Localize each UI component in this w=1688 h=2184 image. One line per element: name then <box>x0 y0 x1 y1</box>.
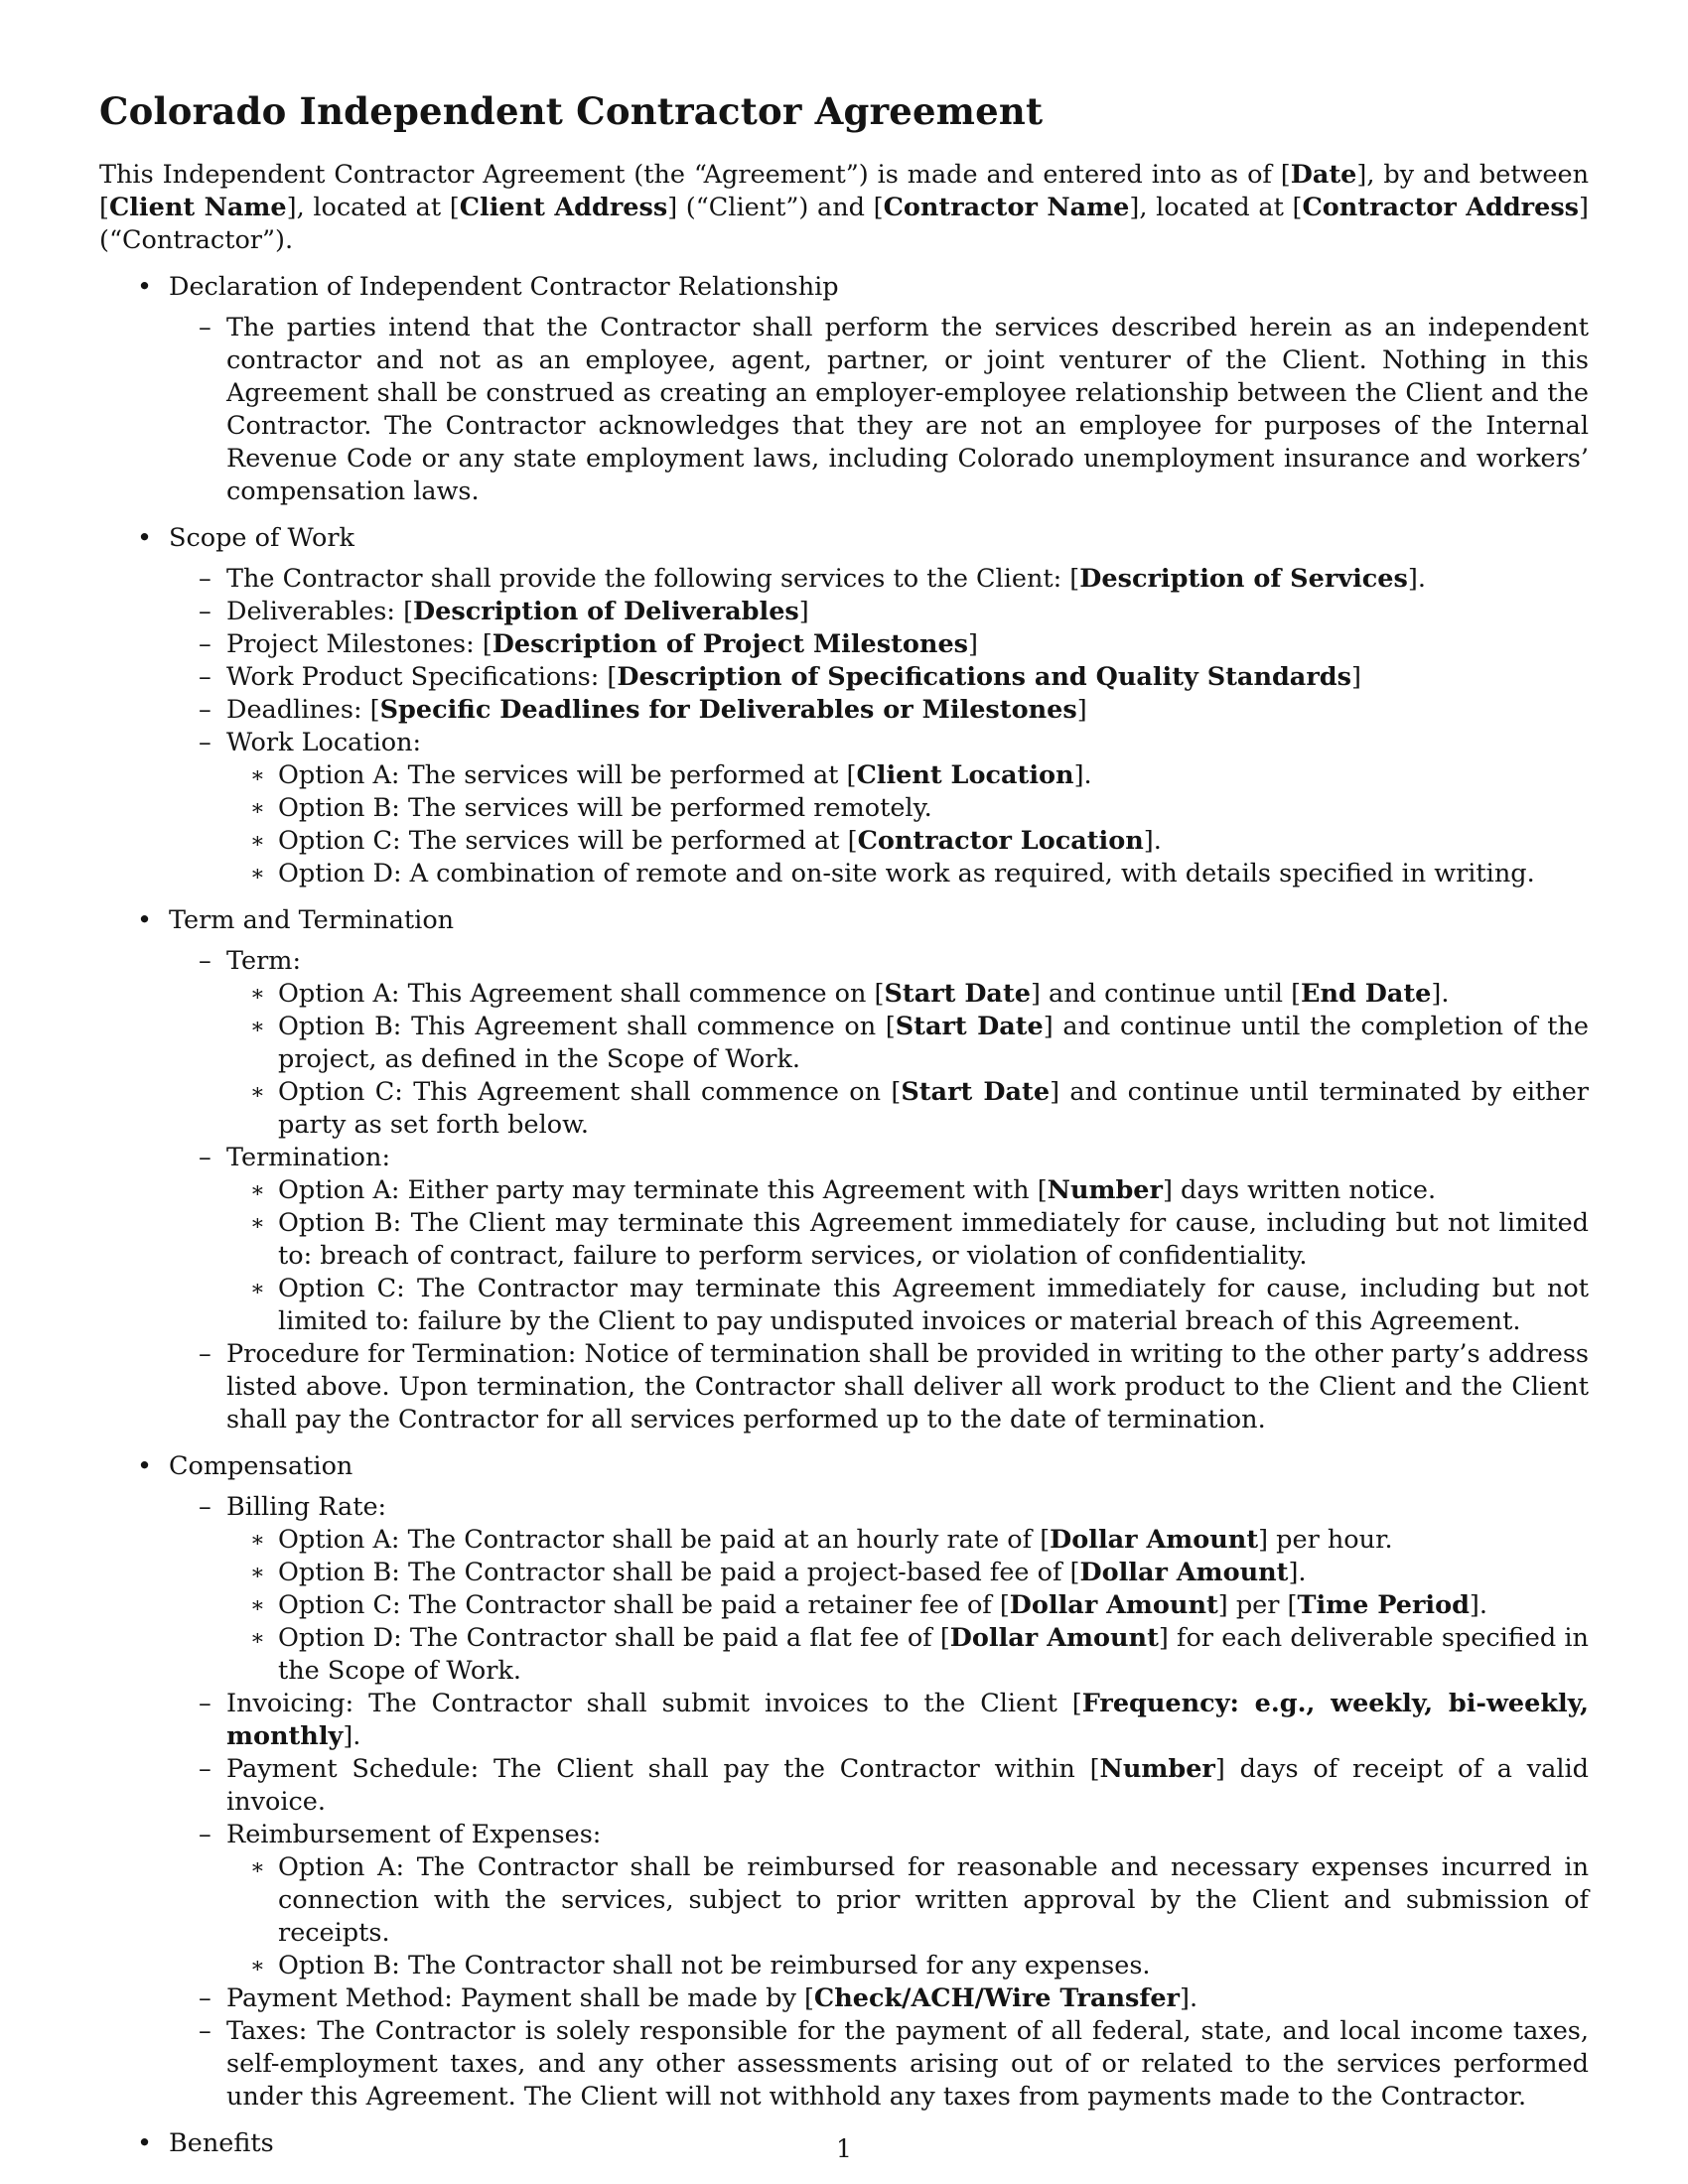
option-item <box>226 792 1589 825</box>
list-item <box>169 563 1589 596</box>
intro-text: ], located at [ <box>286 193 460 222</box>
item-text: Option A: This Agreement shall commence on [ <box>278 979 885 1009</box>
placeholder-text: Description of Specifications and Quality Standards <box>617 662 1351 692</box>
dash-marker: – <box>199 313 211 342</box>
placeholder-text: Number <box>1099 1754 1215 1784</box>
dash-marker: – <box>199 728 211 757</box>
dash-marker: – <box>199 597 211 626</box>
item-text: Option C: This Agreement shall commence on [ <box>278 1077 902 1107</box>
star-marker: ∗ <box>250 862 265 887</box>
option-item <box>226 1207 1589 1273</box>
placeholder-date: Date <box>1290 160 1357 190</box>
item-text: Option B: The Client may terminate this Agreement immediately for cause, including but not limited to: breach of contract, failure to perform services, or violation of confidentiality. <box>278 1208 1589 1271</box>
item-text: ]. <box>1180 1983 1198 2013</box>
section-heading: Declaration of Independent Contractor Relationship <box>169 272 839 302</box>
bullet-marker: • <box>137 905 153 935</box>
star-marker: ∗ <box>250 1528 265 1553</box>
item-text: Option D: The Contractor shall be paid a flat fee of [ <box>278 1623 950 1653</box>
item-text: ]. <box>1407 564 1426 594</box>
subsection-list <box>169 945 1589 1436</box>
star-marker: ∗ <box>250 1277 265 1301</box>
list-item <box>169 694 1589 727</box>
option-item <box>226 1076 1589 1142</box>
list-item <box>169 727 1589 890</box>
item-text: ] <box>968 629 978 659</box>
star-marker: ∗ <box>250 1015 265 1039</box>
list-item <box>169 312 1589 508</box>
item-text: ]. <box>1073 760 1092 790</box>
star-marker: ∗ <box>250 1954 265 1979</box>
item-text: Option C: The Contractor shall be paid a retainer fee of [ <box>278 1590 1010 1620</box>
intro-text: ] (“Contractor”). <box>99 193 1589 255</box>
item-text: Option C: The Contractor may terminate this Agreement immediately for cause, including but not limited to: failure by the Client to pay undisputed invoices or material breach of this Agreement. <box>278 1274 1589 1336</box>
dash-marker: – <box>199 662 211 692</box>
item-text: Option B: The Contractor shall be paid a project-based fee of [ <box>278 1558 1080 1587</box>
intro-paragraph <box>99 159 1589 257</box>
section-independent-contractor <box>99 271 1589 508</box>
list-item <box>169 1753 1589 1819</box>
bullet-marker: • <box>137 272 153 302</box>
item-text: ] and continue until the completion of the project, as defined in the Scope of Work. <box>278 1012 1589 1074</box>
item-text: ] and continue until [ <box>1030 979 1302 1009</box>
item-text: Option A: The services will be performed at [ <box>278 760 857 790</box>
list-item <box>169 1688 1589 1753</box>
item-text: ] days of receipt of a valid invoice. <box>226 1754 1589 1817</box>
item-text: Taxes: The Contractor is solely responsible for the payment of all federal, state, and local income taxes, self-employment taxes, and any other assessments arising out of or related to the services performed under this Agreement. The Client will not withhold any taxes from payments made to the Contractor. <box>226 2016 1589 2112</box>
dash-marker: – <box>199 1689 211 1718</box>
list-item <box>169 596 1589 628</box>
item-text: ]. <box>1469 1590 1487 1620</box>
placeholder-text: Description of Project Milestones <box>492 629 969 659</box>
section-heading: Term and Termination <box>169 905 455 935</box>
dash-marker: – <box>199 1754 211 1784</box>
placeholder-text: Check/ACH/Wire Transfer <box>813 1983 1180 2013</box>
dash-marker: – <box>199 1339 211 1369</box>
item-text: Option A: The Contractor shall be reimbursed for reasonable and necessary expenses incurred in connection with the services, subject to prior written approval by the Client and submission of receipts. <box>278 1852 1589 1948</box>
option-item <box>226 1622 1589 1688</box>
item-text: ] <box>1076 695 1087 725</box>
item-text: Option A: Either party may terminate this Agreement with [ <box>278 1175 1048 1205</box>
star-marker: ∗ <box>250 1593 265 1618</box>
option-item <box>226 825 1589 858</box>
placeholder-text: Start Date <box>884 979 1031 1009</box>
list-item <box>169 1819 1589 1982</box>
item-text: ] for each deliverable specified in the Scope of Work. <box>278 1623 1589 1686</box>
bullet-marker: • <box>137 523 153 553</box>
item-text: Invoicing: The Contractor shall submit invoices to the Client [ <box>226 1689 1082 1718</box>
section-heading: Scope of Work <box>169 523 354 553</box>
item-text: ] per [ <box>1217 1590 1298 1620</box>
dash-marker: – <box>199 1983 211 2013</box>
placeholder-contractor-address: Contractor Address <box>1302 193 1580 222</box>
item-text: Termination: <box>226 1143 391 1172</box>
star-marker: ∗ <box>250 829 265 854</box>
item-text: Billing Rate: <box>226 1492 387 1522</box>
option-item <box>226 1589 1589 1622</box>
list-item <box>169 2015 1589 2114</box>
placeholder-text: Start Date <box>901 1077 1051 1107</box>
item-text: ] per hour. <box>1258 1525 1393 1555</box>
list-item <box>169 1338 1589 1436</box>
option-list <box>226 759 1589 890</box>
bullet-marker: • <box>137 2128 153 2158</box>
placeholder-text: Frequency: e.g., weekly, bi-weekly, monthly <box>226 1689 1589 1751</box>
option-item <box>226 858 1589 890</box>
option-list <box>226 978 1589 1142</box>
item-text: ]. <box>343 1721 361 1751</box>
item-text: The Contractor shall provide the following services to the Client: [ <box>226 564 1080 594</box>
star-marker: ∗ <box>250 1211 265 1236</box>
item-text: ] and continue until terminated by either party as set forth below. <box>278 1077 1589 1140</box>
star-marker: ∗ <box>250 982 265 1007</box>
subsection-list <box>169 312 1589 508</box>
document-page <box>99 85 1589 2174</box>
option-item <box>226 1524 1589 1557</box>
section-list <box>99 271 1589 2160</box>
dash-marker: – <box>199 1820 211 1849</box>
star-marker: ∗ <box>250 1561 265 1585</box>
intro-text: This Independent Contractor Agreement (the “Agreement”) is made and entered into as of [ <box>99 160 1291 190</box>
option-item <box>226 1950 1589 1982</box>
item-text: Work Location: <box>226 728 422 757</box>
option-item <box>226 759 1589 792</box>
list-item <box>169 1142 1589 1338</box>
placeholder-text: Start Date <box>895 1012 1044 1041</box>
intro-text: ], by and between [ <box>99 160 1589 222</box>
placeholder-text: End Date <box>1301 979 1432 1009</box>
section-heading: Compensation <box>169 1451 353 1481</box>
dash-marker: – <box>199 695 211 725</box>
placeholder-text: Time Period <box>1297 1590 1470 1620</box>
placeholder-text: Dollar Amount <box>1050 1525 1259 1555</box>
placeholder-text: Dollar Amount <box>1079 1558 1289 1587</box>
item-text: Option D: A combination of remote and on-site work as required, with details specified in writing. <box>278 859 1535 888</box>
star-marker: ∗ <box>250 1080 265 1105</box>
option-item <box>226 978 1589 1011</box>
placeholder-client-address: Client Address <box>459 193 668 222</box>
item-text: ] days written notice. <box>1162 1175 1437 1205</box>
item-text: Work Product Specifications: [ <box>226 662 618 692</box>
section-scope-of-work <box>99 522 1589 890</box>
star-marker: ∗ <box>250 1178 265 1203</box>
item-text: ]. <box>1143 826 1162 856</box>
option-list <box>226 1851 1589 1982</box>
dash-marker: – <box>199 946 211 976</box>
star-marker: ∗ <box>250 1626 265 1651</box>
dash-marker: – <box>199 2016 211 2046</box>
placeholder-text: Dollar Amount <box>949 1623 1159 1653</box>
item-text: Payment Method: Payment shall be made by [ <box>226 1983 814 2013</box>
list-item <box>169 1982 1589 2015</box>
section-compensation <box>99 1450 1589 2114</box>
item-text: ]. <box>1288 1558 1307 1587</box>
list-item <box>169 628 1589 661</box>
item-text: Deliverables: [ <box>226 597 414 626</box>
intro-text: ], located at [ <box>1129 193 1303 222</box>
bullet-marker: • <box>137 1451 153 1481</box>
section-heading: Benefits <box>169 2128 274 2158</box>
star-marker: ∗ <box>250 763 265 788</box>
placeholder-client-name: Client Name <box>108 193 287 222</box>
option-item <box>226 1273 1589 1338</box>
option-list <box>226 1524 1589 1688</box>
item-text: The parties intend that the Contractor shall perform the services described herein as an independent contractor and not as an employee, agent, partner, or joint venturer of the Client. Nothing in this Agreement shall be construed as creating an employer-employee relationship between the Client and the Contractor. The Contractor acknowledges that they are not an employee for purposes of the Internal Revenue Code or any state employment laws, including Colorado unemployment insurance and workers’ compensation laws. <box>226 313 1589 506</box>
intro-text: ] (“Client”) and [ <box>667 193 884 222</box>
item-text: Option C: The services will be performed at [ <box>278 826 858 856</box>
option-list <box>226 1174 1589 1338</box>
placeholder-text: Description of Deliverables <box>413 597 799 626</box>
placeholder-text: Specific Deadlines for Deliverables or Milestones <box>379 695 1077 725</box>
dash-marker: – <box>199 564 211 594</box>
star-marker: ∗ <box>250 796 265 821</box>
placeholder-text: Contractor Location <box>857 826 1144 856</box>
placeholder-text: Number <box>1047 1175 1163 1205</box>
item-text: Project Milestones: [ <box>226 629 492 659</box>
page-number: 1 <box>836 2134 852 2163</box>
item-text: Term: <box>226 946 302 976</box>
item-text: ] <box>1350 662 1361 692</box>
option-item <box>226 1011 1589 1076</box>
list-item <box>169 1491 1589 1688</box>
placeholder-contractor-name: Contractor Name <box>883 193 1130 222</box>
section-term-and-termination <box>99 904 1589 1436</box>
placeholder-text: Description of Services <box>1079 564 1408 594</box>
option-item <box>226 1174 1589 1207</box>
list-item <box>169 661 1589 694</box>
placeholder-text: Client Location <box>856 760 1074 790</box>
item-text: Procedure for Termination: Notice of termination shall be provided in writing to the other party’s address listed above. Upon termination, the Contractor shall deliver all work product to the Client and the Client shall pay the Contractor for all services performed up to the date of termination. <box>226 1339 1589 1434</box>
subsection-list <box>169 563 1589 890</box>
option-item <box>226 1851 1589 1950</box>
star-marker: ∗ <box>250 1855 265 1880</box>
option-item <box>226 1557 1589 1589</box>
list-item <box>169 945 1589 1142</box>
dash-marker: – <box>199 1143 211 1172</box>
item-text: Deadlines: [ <box>226 695 380 725</box>
item-text: Option A: The Contractor shall be paid at an hourly rate of [ <box>278 1525 1051 1555</box>
item-text: ] <box>798 597 809 626</box>
dash-marker: – <box>199 1492 211 1522</box>
page-title: Colorado Independent Contractor Agreement <box>99 89 1044 133</box>
item-text: ]. <box>1431 979 1450 1009</box>
item-text: Option B: This Agreement shall commence on [ <box>278 1012 896 1041</box>
item-text: Reimbursement of Expenses: <box>226 1820 602 1849</box>
item-text: Option B: The services will be performed remotely. <box>278 793 932 823</box>
dash-marker: – <box>199 629 211 659</box>
placeholder-text: Dollar Amount <box>1009 1590 1218 1620</box>
item-text: Payment Schedule: The Client shall pay the Contractor within [ <box>226 1754 1100 1784</box>
item-text: Option B: The Contractor shall not be reimbursed for any expenses. <box>278 1951 1151 1980</box>
subsection-list <box>169 1491 1589 2114</box>
